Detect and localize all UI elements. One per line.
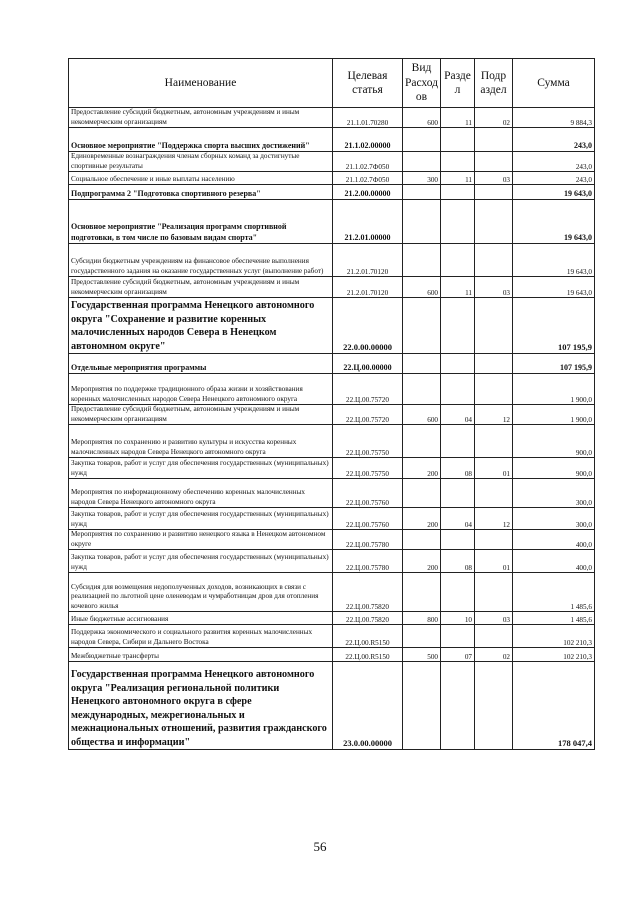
row-name: Мероприятия по информационному обеспечению коренных малочисленных народов Севера Ненецкого автономного округа [69,479,333,508]
row-subsection: 12 [475,508,513,530]
row-subsection [475,128,513,152]
row-target-article: 22.Ц.00.75750 [333,425,403,458]
row-name: Иные бюджетные ассигнования [69,612,333,625]
row-sum: 300,0 [513,508,595,530]
row-section [441,354,475,374]
row-name: Социальное обеспечение и иные выплаты населению [69,172,333,185]
row-expense-type: 600 [403,277,441,298]
header-name: Наименование [69,59,333,108]
row-subsection: 03 [475,612,513,625]
row-sum: 19 643,0 [513,200,595,244]
table-row [69,172,595,185]
table-row [69,200,595,244]
row-expense-type [403,354,441,374]
table-row [69,152,595,172]
row-section: 08 [441,458,475,479]
table-row [69,108,595,128]
row-sum: 107 195,9 [513,298,595,354]
row-name: Предоставление субсидий бюджетным, автономным учреждениям и иным некоммерческим организациям [69,405,333,425]
table-row [69,612,595,625]
row-target-article: 22.Ц.00.R5150 [333,648,403,662]
row-sum: 107 195,9 [513,354,595,374]
table-row [69,185,595,200]
row-section [441,152,475,172]
row-expense-type [403,479,441,508]
row-subsection [475,152,513,172]
row-subsection: 01 [475,458,513,479]
row-target-article: 21.2.00.00000 [333,185,403,200]
row-sum: 1 485,6 [513,612,595,625]
row-section: 07 [441,648,475,662]
row-subsection [475,374,513,405]
table-row [69,244,595,277]
row-section [441,185,475,200]
row-expense-type [403,298,441,354]
row-sum: 19 643,0 [513,185,595,200]
table-row [69,354,595,374]
row-section [441,662,475,750]
row-sum: 400,0 [513,550,595,573]
row-subsection [475,425,513,458]
table-row [69,425,595,458]
row-expense-type [403,573,441,612]
row-subsection: 01 [475,550,513,573]
row-sum: 1 485,6 [513,573,595,612]
row-expense-type: 600 [403,405,441,425]
row-sum: 300,0 [513,479,595,508]
table-row [69,550,595,573]
row-subsection [475,479,513,508]
row-sum: 102 210,3 [513,625,595,648]
row-section: 10 [441,612,475,625]
row-name: Единовременные вознаграждения членам сборных команд за достигнутые спортивные результаты [69,152,333,172]
row-target-article: 22.Ц.00.75780 [333,530,403,550]
table-row [69,479,595,508]
row-sum: 19 643,0 [513,277,595,298]
row-subsection [475,625,513,648]
row-target-article: 22.Ц.00.75750 [333,458,403,479]
row-target-article: 21.2.01.70120 [333,277,403,298]
row-section: 11 [441,108,475,128]
row-expense-type [403,425,441,458]
row-name: Закупка товаров, работ и услуг для обеспечения государственных (муниципальных) нужд [69,508,333,530]
row-expense-type [403,128,441,152]
row-section [441,573,475,612]
row-expense-type [403,152,441,172]
row-sum: 1 900,0 [513,405,595,425]
row-expense-type: 200 [403,550,441,573]
row-sum: 102 210,3 [513,648,595,662]
row-target-article: 22.Ц.00.75720 [333,374,403,405]
row-name: Субсидия для возмещения недополученных доходов, возникающих в связи с реализацией по льготной цене оленеводам и чумработницам дров для отопления кочевого жилья [69,573,333,612]
row-sum: 400,0 [513,530,595,550]
row-sum: 243,0 [513,128,595,152]
row-name: Мероприятия по сохранению и развитию культуры и искусства коренных малочисленных народов Севера Ненецкого автономного округа [69,425,333,458]
row-target-article: 21.2.01.70120 [333,244,403,277]
row-sum: 900,0 [513,425,595,458]
row-subsection [475,573,513,612]
row-subsection [475,298,513,354]
row-name: Закупка товаров, работ и услуг для обеспечения государственных (муниципальных) нужд [69,550,333,573]
row-expense-type: 200 [403,508,441,530]
row-target-article: 22.Ц.00.75780 [333,550,403,573]
header-sum: Сумма [513,59,595,108]
row-target-article: 22.Ц.00.R5150 [333,625,403,648]
row-sum: 9 884,3 [513,108,595,128]
row-expense-type [403,200,441,244]
row-target-article: 21.1.02.00000 [333,128,403,152]
row-section [441,425,475,458]
row-section [441,298,475,354]
row-name: Основное мероприятие "Реализация программ спортивной подготовки, в том числе по базовым видам спорта" [69,200,333,244]
row-name: Закупка товаров, работ и услуг для обеспечения государственных (муниципальных) нужд [69,458,333,479]
row-expense-type [403,530,441,550]
row-section: 08 [441,550,475,573]
row-section: 04 [441,405,475,425]
row-target-article: 21.1.02.7Ф050 [333,152,403,172]
row-name: Мероприятия по сохранению и развитию ненецкого языка в Ненецком автономном округе [69,530,333,550]
row-section [441,128,475,152]
table-row [69,508,595,530]
row-target-article: 22.Ц.00.75720 [333,405,403,425]
row-expense-type [403,625,441,648]
table-body [69,108,595,750]
row-section: 11 [441,277,475,298]
row-expense-type [403,185,441,200]
row-target-article: 21.2.01.00000 [333,200,403,244]
table-row [69,298,595,354]
row-target-article: 21.1.01.70280 [333,108,403,128]
row-subsection: 03 [475,172,513,185]
table-row [69,405,595,425]
row-section [441,244,475,277]
row-target-article: 22.Ц.00.00000 [333,354,403,374]
row-target-article: 22.0.00.00000 [333,298,403,354]
row-target-article: 23.0.00.00000 [333,662,403,750]
row-sum: 19 643,0 [513,244,595,277]
table-row [69,648,595,662]
page-number: 56 [313,839,327,854]
table-row [69,625,595,648]
row-section [441,374,475,405]
header-subsection: Подр аздел [475,59,513,108]
row-name: Предоставление субсидий бюджетным, автономным учреждениям и иным некоммерческим организациям [69,277,333,298]
budget-table [68,58,595,750]
row-name: Основное мероприятие "Поддержка спорта высших достижений" [69,128,333,152]
row-subsection [475,185,513,200]
table-row [69,374,595,405]
row-target-article: 22.Ц.00.75760 [333,479,403,508]
header-expense-type: Вид Расход ов [403,59,441,108]
table-row [69,573,595,612]
table-row [69,662,595,750]
row-name: Мероприятия по поддержке традиционного образа жизни и хозяйствования коренных малочисленных народов Севера Ненецкого автономного округа [69,374,333,405]
row-name: Государственная программа Ненецкого автономного округа "Реализация региональной политики Ненецкого автономного округа в сфере международных, межрегиональных и межнациональных отношений, развития гражданского общества и информации" [69,662,333,750]
row-expense-type [403,374,441,405]
table-row [69,458,595,479]
table-row [69,530,595,550]
row-sum: 243,0 [513,152,595,172]
row-sum: 900,0 [513,458,595,479]
row-sum: 243,0 [513,172,595,185]
row-subsection [475,662,513,750]
row-expense-type: 200 [403,458,441,479]
row-expense-type [403,244,441,277]
row-target-article: 21.1.02.7Ф050 [333,172,403,185]
row-name: Отдельные мероприятия программы [69,354,333,374]
row-name: Субсидии бюджетным учреждениям на финансовое обеспечение выполнения государственного задания на оказание государственных услуг (выполнение работ) [69,244,333,277]
row-name: Межбюджетные трансферты [69,648,333,662]
row-target-article: 22.Ц.00.75760 [333,508,403,530]
row-section: 04 [441,508,475,530]
row-expense-type: 500 [403,648,441,662]
row-sum: 178 047,4 [513,662,595,750]
header-section: Разде л [441,59,475,108]
row-target-article: 22.Ц.00.75820 [333,612,403,625]
row-sum: 1 900,0 [513,374,595,405]
row-section [441,479,475,508]
row-name: Государственная программа Ненецкого автономного округа "Сохранение и развитие коренных малочисленных народов Севера в Ненецком автономном округе" [69,298,333,354]
row-target-article: 22.Ц.00.75820 [333,573,403,612]
row-subsection: 12 [475,405,513,425]
row-subsection [475,354,513,374]
table-row [69,128,595,152]
row-name: Предоставление субсидий бюджетным, автономным учреждениям и иным некоммерческим организациям [69,108,333,128]
row-section [441,625,475,648]
row-expense-type: 300 [403,172,441,185]
row-expense-type: 600 [403,108,441,128]
row-subsection: 03 [475,277,513,298]
row-subsection [475,200,513,244]
row-name: Подпрограмма 2 "Подготовка спортивного резерва" [69,185,333,200]
table-row [69,277,595,298]
row-section [441,200,475,244]
header-target-article: Целевая статья [333,59,403,108]
row-name: Поддержка экономического и социального развития коренных малочисленных народов Севера, Сибири и Дальнего Востока [69,625,333,648]
row-subsection [475,244,513,277]
row-subsection: 02 [475,648,513,662]
row-section: 11 [441,172,475,185]
row-subsection [475,530,513,550]
row-section [441,530,475,550]
row-expense-type: 800 [403,612,441,625]
row-subsection: 02 [475,108,513,128]
row-expense-type [403,662,441,750]
header-row [69,59,595,108]
